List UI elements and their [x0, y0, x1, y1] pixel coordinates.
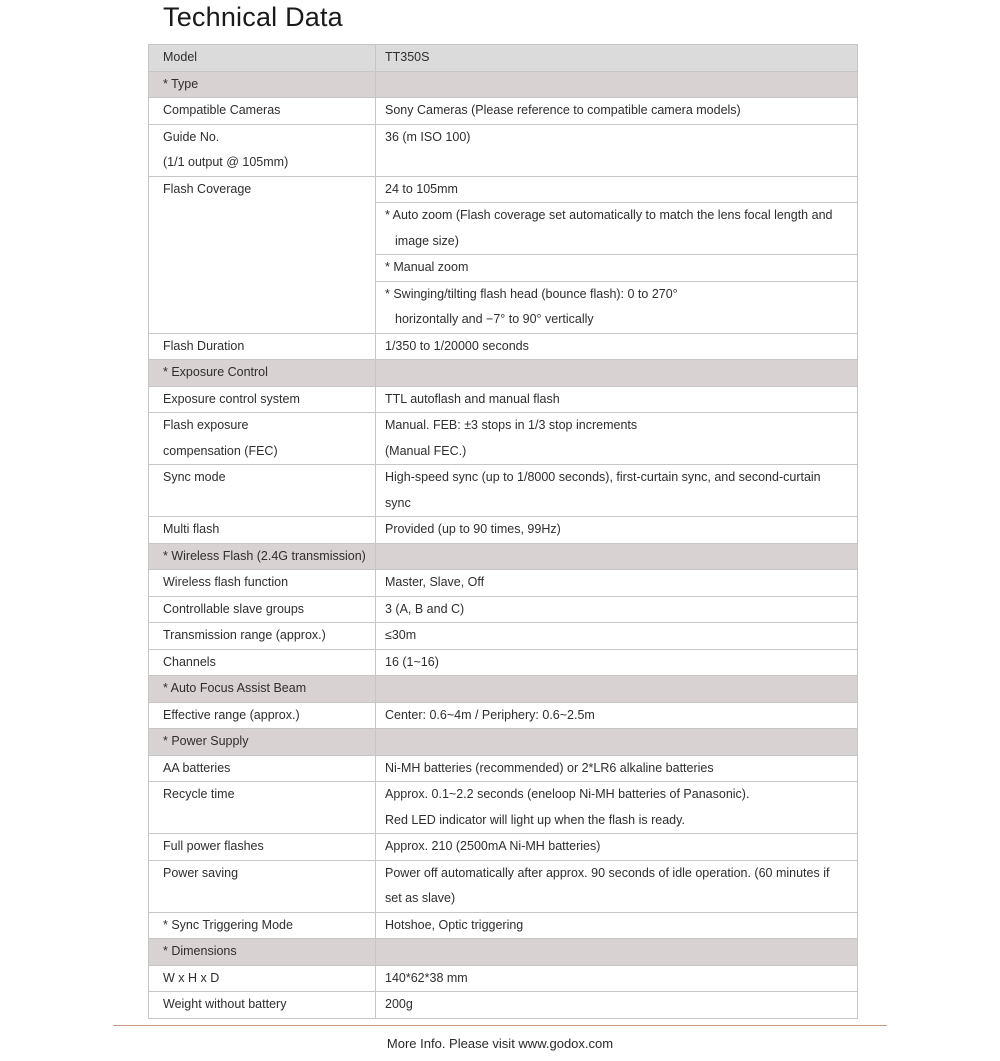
spec-label: Wireless flash function: [149, 570, 376, 597]
table-row: [149, 124, 858, 176]
table-row: [149, 413, 858, 465]
spec-value: [376, 676, 858, 703]
spec-label: Compatible Cameras: [149, 98, 376, 125]
table-row: [149, 596, 858, 623]
spec-label: W x H x D: [149, 965, 376, 992]
table-row: [149, 45, 858, 72]
spec-value: * Auto zoom (Flash coverage set automatically to match the lens focal length and image size): [376, 203, 858, 255]
spec-value: 24 to 105mm: [376, 176, 858, 203]
spec-label: Exposure control system: [149, 386, 376, 413]
spec-table: [148, 44, 858, 1019]
spec-label: Effective range (approx.): [149, 702, 376, 729]
spec-value: 3 (A, B and C): [376, 596, 858, 623]
spec-label: Recycle time: [149, 782, 376, 834]
spec-value: 16 (1~16): [376, 649, 858, 676]
spec-value: ≤30m: [376, 623, 858, 650]
table-row: [149, 333, 858, 360]
spec-label: Flash Duration: [149, 333, 376, 360]
table-row: [149, 912, 858, 939]
spec-value: 200g: [376, 992, 858, 1019]
section-label: * Auto Focus Assist Beam: [149, 676, 376, 703]
table-row: [149, 98, 858, 125]
spec-value: * Manual zoom: [376, 255, 858, 282]
table-row: [149, 782, 858, 834]
table-row: [149, 176, 858, 203]
section-row: [149, 71, 858, 98]
spec-value: TT350S: [376, 45, 858, 72]
spec-label: Controllable slave groups: [149, 596, 376, 623]
spec-value: [376, 71, 858, 98]
spec-value: * Swinging/tilting flash head (bounce flash): 0 to 270° horizontally and −7° to 90° vertically: [376, 281, 858, 333]
spec-value: Hotshoe, Optic triggering: [376, 912, 858, 939]
page-title: Technical Data: [163, 2, 343, 32]
spec-value: Sony Cameras (Please reference to compatible camera models): [376, 98, 858, 125]
section-row: [149, 729, 858, 756]
table-row: [149, 860, 858, 912]
section-label: * Exposure Control: [149, 360, 376, 387]
table-row: [149, 992, 858, 1019]
spec-value: Power off automatically after approx. 90 seconds of idle operation. (60 minutes if set as slave): [376, 860, 858, 912]
spec-label: Flash exposure compensation (FEC): [149, 413, 376, 465]
spec-value: 1/350 to 1/20000 seconds: [376, 333, 858, 360]
spec-value: [376, 360, 858, 387]
table-row: [149, 623, 858, 650]
spec-value: Manual. FEB: ±3 stops in 1/3 stop increments (Manual FEC.): [376, 413, 858, 465]
spec-value: High-speed sync (up to 1/8000 seconds), first-curtain sync, and second-curtain sync: [376, 465, 858, 517]
spec-value: Provided (up to 90 times, 99Hz): [376, 517, 858, 544]
spec-label: * Sync Triggering Mode: [149, 912, 376, 939]
table-row: [149, 965, 858, 992]
footer-text: More Info. Please visit www.godox.com: [386, 1036, 614, 1051]
spec-value: [376, 729, 858, 756]
table-row: [149, 570, 858, 597]
section-row: [149, 676, 858, 703]
spec-value: Ni-MH batteries (recommended) or 2*LR6 alkaline batteries: [376, 755, 858, 782]
spec-value: Approx. 210 (2500mA Ni-MH batteries): [376, 834, 858, 861]
section-label: * Type: [149, 71, 376, 98]
spec-value: TTL autoflash and manual flash: [376, 386, 858, 413]
table-row: [149, 649, 858, 676]
table-row: [149, 755, 858, 782]
spec-value: Center: 0.6~4m / Periphery: 0.6~2.5m: [376, 702, 858, 729]
spec-label: Full power flashes: [149, 834, 376, 861]
spec-value: Approx. 0.1~2.2 seconds (eneloop Ni-MH batteries of Panasonic). Red LED indicator will light up when the flash is ready.: [376, 782, 858, 834]
spec-label: Multi flash: [149, 517, 376, 544]
table-row: [149, 517, 858, 544]
section-row: [149, 939, 858, 966]
section-label: * Power Supply: [149, 729, 376, 756]
section-label: * Dimensions: [149, 939, 376, 966]
spec-label: Transmission range (approx.): [149, 623, 376, 650]
spec-label: Flash Coverage: [149, 176, 376, 333]
spec-label: Sync mode: [149, 465, 376, 517]
section-row: [149, 543, 858, 570]
table-row: [149, 465, 858, 517]
table-row: [149, 702, 858, 729]
spec-value: 36 (m ISO 100): [376, 124, 858, 176]
spec-value: Master, Slave, Off: [376, 570, 858, 597]
section-label: * Wireless Flash (2.4G transmission): [149, 543, 376, 570]
spec-label: Guide No. (1/1 output @ 105mm): [149, 124, 376, 176]
spec-value: [376, 543, 858, 570]
spec-label: AA batteries: [149, 755, 376, 782]
spec-label: Channels: [149, 649, 376, 676]
spec-value: [376, 939, 858, 966]
spec-label: Model: [149, 45, 376, 72]
section-row: [149, 360, 858, 387]
table-row: [149, 386, 858, 413]
spec-value: 140*62*38 mm: [376, 965, 858, 992]
footer-divider: [113, 1025, 887, 1026]
table-row: [149, 834, 858, 861]
spec-label: Weight without battery: [149, 992, 376, 1019]
spec-label: Power saving: [149, 860, 376, 912]
